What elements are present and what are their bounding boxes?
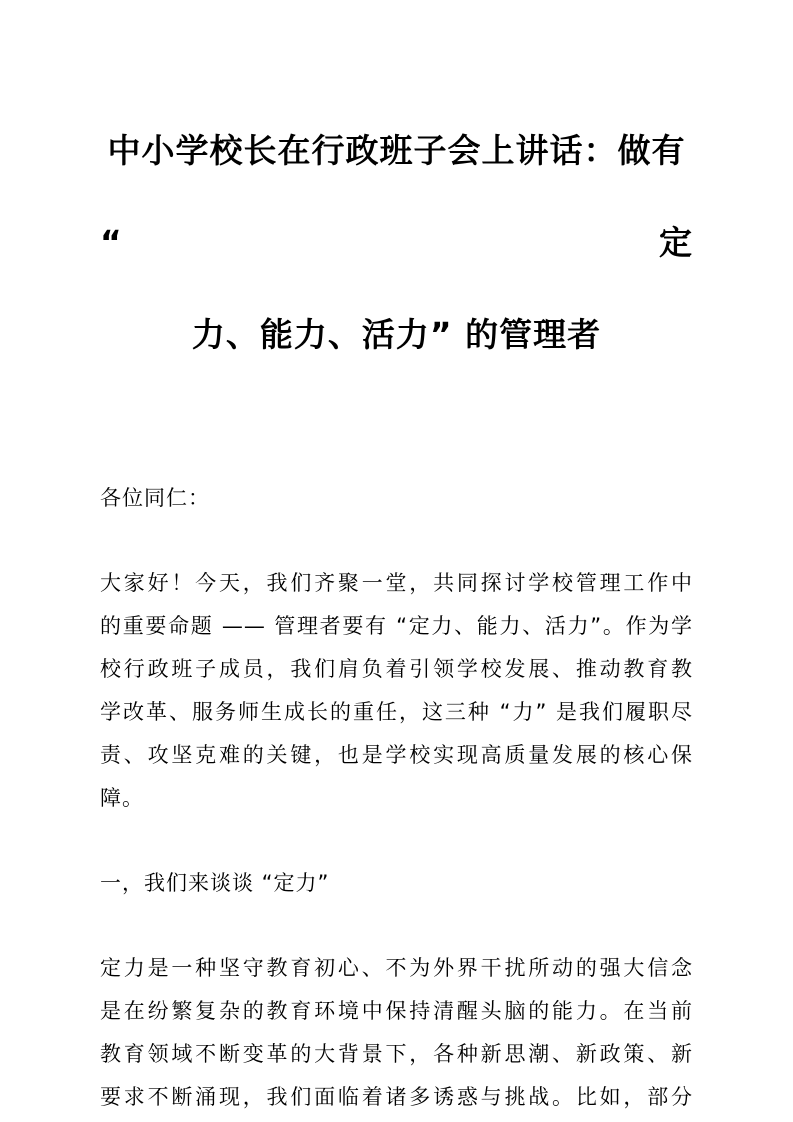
text-line: 定力是一种坚守教育初心、不为外界干扰所动的强大信念 [100,956,693,980]
section-heading-dingli: 一，我们来谈谈 “定力” [100,871,330,895]
text-line: 力、能力、活力” 的管理者 [191,315,602,354]
text-line: 责、攻坚克难的关键，也是学校实现高质量发展的核心保 [100,743,693,767]
text-line: 大家好！今天，我们齐聚一堂，共同探讨学校管理工作中 [100,571,693,595]
paragraph-dingli [100,947,693,1119]
text-line: 教育领域不断变革的大背景下，各种新思潮、新政策、新 [100,1042,693,1066]
text-line: 是在纷繁复杂的教育环境中保持清醒头脑的能力。在当前 [100,999,693,1023]
document-content [0,105,793,1119]
paragraph-opening [100,562,693,820]
greeting-line: 各位同仁： [100,486,210,510]
text-line: 要求不断涌现，我们面临着诸多诱惑与挑战。比如，部分 [100,1085,693,1109]
document-title [100,105,693,381]
text-line: 的重要命题 —— 管理者要有 “定力、能力、活力”。作为学 [100,614,693,638]
text-line: 学改革、服务师生成长的重任，这三种 “力” 是我们履职尽 [100,700,693,724]
text-line: 校行政班子成员，我们肩负着引领学校发展、推动教育教 [100,657,693,681]
text-line: 中小学校长在行政班子会上讲话：做有 “定 [100,131,693,262]
text-line: 障。 [100,786,144,810]
